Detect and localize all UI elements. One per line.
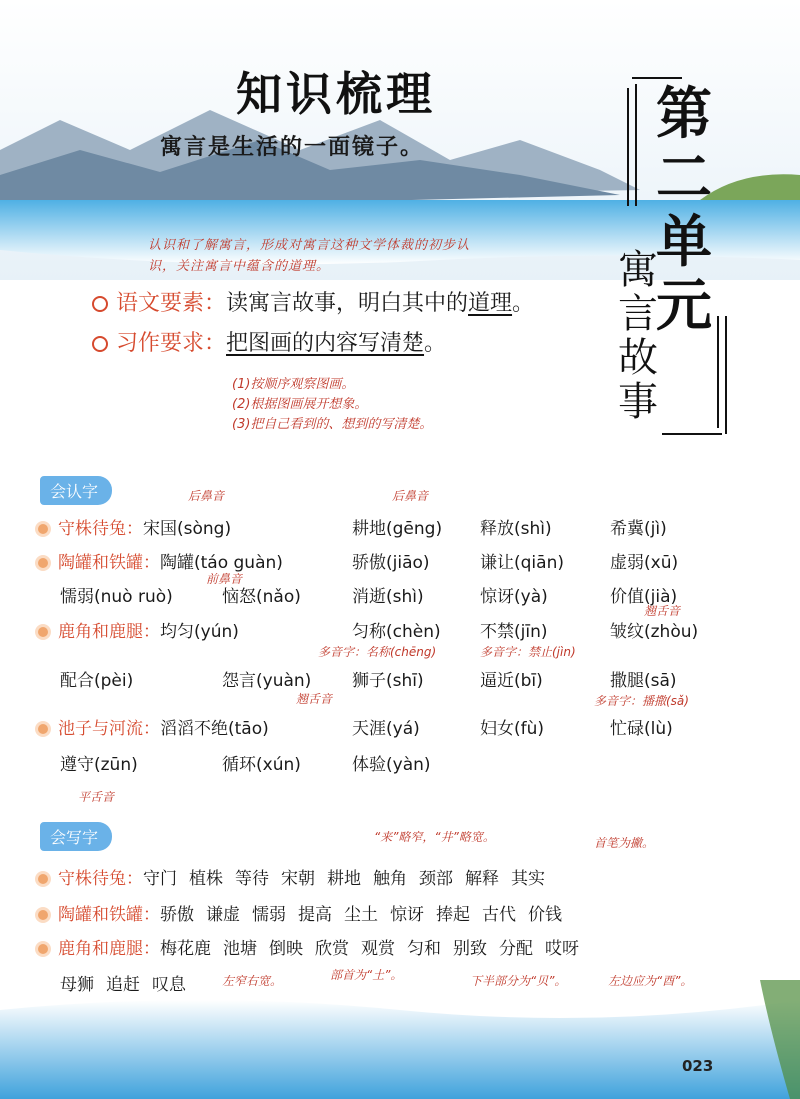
write-word: 懦弱 xyxy=(252,905,286,925)
requirement-label: 习作要求： xyxy=(116,331,227,356)
bullet-dot-icon xyxy=(38,910,48,920)
write-row: 陶罐和铁罐：骄傲 谦虚 懦弱 提高 尘土 惊讶 捧起 古代 价钱 xyxy=(38,900,574,925)
write-word: 梅花鹿 xyxy=(160,939,211,959)
annotation: 后鼻音 xyxy=(392,489,429,503)
page-subtitle: 寓言是生活的一面镜子。 xyxy=(160,135,425,160)
word: 惊讶(yà) xyxy=(480,587,548,607)
write-word: 守门 xyxy=(143,869,177,889)
bullet-dot-icon xyxy=(38,944,48,954)
word: 价值(jià) xyxy=(610,587,678,607)
write-word: 植株 xyxy=(189,869,223,889)
write-word: 欣赏 xyxy=(315,939,349,959)
unit-label: 第二单元 xyxy=(656,81,712,339)
annotation: 左边应为“酉”。 xyxy=(608,974,693,988)
bullet-dot-icon xyxy=(38,724,48,734)
write-word: 叹息 xyxy=(152,975,186,995)
word: 皱纹(zhòu) xyxy=(610,622,699,642)
word: 消逝(shì) xyxy=(352,587,424,607)
write-word: 其实 xyxy=(511,869,545,889)
page-title: 知识梳理 xyxy=(236,67,436,121)
write-word: 匀和 xyxy=(407,939,441,959)
write-word: 倒映 xyxy=(269,939,303,959)
word: 怨言(yuàn) xyxy=(222,671,312,691)
word: 匀称(chèn) xyxy=(352,622,441,642)
word: 耕地(gēng) xyxy=(352,519,443,539)
word: 循环(xún) xyxy=(222,755,301,775)
word: 遵守(zūn) xyxy=(60,755,138,775)
word: 撒腿(sā) xyxy=(610,671,677,691)
word: 忙碌(lù) xyxy=(610,719,673,739)
write-words xyxy=(160,905,574,925)
requirement-writing: 习作要求：把图画的内容写清楚。 xyxy=(92,326,446,357)
annotation: 部首为“土”。 xyxy=(330,968,403,982)
write-word: 追赶 xyxy=(106,975,140,995)
page-number: 023 xyxy=(682,1057,714,1075)
annotation: 多音字：禁止(jìn) xyxy=(480,645,576,659)
annotation: 下半部分为“贝”。 xyxy=(470,974,567,988)
annotation: 多音字：播撒(sǎ) xyxy=(594,694,689,708)
section-tag-recognize: 会认字 xyxy=(40,476,112,505)
write-word: 骄傲 xyxy=(160,905,194,925)
word: 懦弱(nuò ruò) xyxy=(60,587,173,607)
lesson-row: 鹿角和鹿腿：均匀(yún) xyxy=(38,617,239,642)
annotation: 翘舌音 xyxy=(296,692,333,706)
bullet-dot-icon xyxy=(38,524,48,534)
bullet-dot-icon xyxy=(38,874,48,884)
lesson-row: 守株待兔：宋国(sòng) xyxy=(38,514,231,539)
writing-steps: (1)按顺序观察图画。 (2)根据图画展开想象。 (3)把自己看到的、想到的写清楚。 xyxy=(232,377,433,432)
write-word: 颈部 xyxy=(419,869,453,889)
word: 谦让(qiān) xyxy=(480,553,564,573)
annotation: 多音字：名称(chēng) xyxy=(318,645,437,659)
write-word: 谦虚 xyxy=(206,905,240,925)
ring-bullet-icon xyxy=(92,296,108,312)
annotation: 前鼻音 xyxy=(206,572,243,586)
requirement-chinese-element: 语文要素：读寓言故事，明白其中的道理。 xyxy=(92,286,534,317)
unit-theme: 寓言故事 xyxy=(618,247,658,425)
write-row: 鹿角和鹿腿：梅花鹿 池塘 倒映 欣赏 观赏 匀和 别致 分配 哎呀 xyxy=(38,934,591,959)
write-word: 哎呀 xyxy=(545,939,579,959)
section-tag-write: 会写字 xyxy=(40,822,112,851)
write-word: 别致 xyxy=(453,939,487,959)
requirement-label: 语文要素： xyxy=(116,291,227,316)
word: 配合(pèi) xyxy=(60,671,134,691)
write-row: 守株待兔：守门 植株 等待 宋朝 耕地 触角 颈部 解释 其实 xyxy=(38,864,557,889)
word: 妇女(fù) xyxy=(480,719,545,739)
word: 天涯(yá) xyxy=(352,719,420,739)
write-word: 母狮 xyxy=(60,975,94,995)
ring-bullet-icon xyxy=(92,336,108,352)
lesson-row: 陶罐和铁罐：陶罐(táo guàn) xyxy=(38,548,283,573)
annotation: 后鼻音 xyxy=(188,489,225,503)
word: 释放(shì) xyxy=(480,519,552,539)
annotation: 翘舌音 xyxy=(644,604,681,618)
annotation: “来”略窄，“井”略宽。 xyxy=(374,830,495,844)
word: 骄傲(jiāo) xyxy=(352,553,430,573)
write-word: 古代 xyxy=(482,905,516,925)
write-word: 价钱 xyxy=(528,905,562,925)
word: 恼怒(nǎo) xyxy=(222,587,301,607)
write-word: 池塘 xyxy=(223,939,257,959)
write-word: 观赏 xyxy=(361,939,395,959)
write-words xyxy=(143,869,557,889)
annotation: 平舌音 xyxy=(78,790,115,804)
write-word: 捧起 xyxy=(436,905,470,925)
bullet-dot-icon xyxy=(38,558,48,568)
water-illustration xyxy=(0,980,800,1099)
word: 体验(yàn) xyxy=(352,755,431,775)
word: 虚弱(xū) xyxy=(610,553,679,573)
write-word: 宋朝 xyxy=(281,869,315,889)
write-word: 分配 xyxy=(499,939,533,959)
write-word: 提高 xyxy=(298,905,332,925)
annotation: 左窄右宽。 xyxy=(222,974,283,988)
write-word: 解释 xyxy=(465,869,499,889)
write-word: 耕地 xyxy=(327,869,361,889)
word: 逼近(bī) xyxy=(480,671,543,691)
unit-goal-note-line1: 认识和了解寓言，形成对寓言这种文学体裁的初步认 xyxy=(148,238,471,253)
write-word: 尘土 xyxy=(344,905,378,925)
write-words xyxy=(160,939,591,959)
lesson-row: 池子与河流：滔滔不绝(tāo) xyxy=(38,714,269,739)
unit-goal-note-line2: 识，关注寓言中蕴含的道理。 xyxy=(148,259,331,274)
write-word: 等待 xyxy=(235,869,269,889)
bullet-dot-icon xyxy=(38,627,48,637)
word: 不禁(jīn) xyxy=(480,622,548,642)
write-word: 惊讶 xyxy=(390,905,424,925)
write-word: 触角 xyxy=(373,869,407,889)
annotation: 首笔为撇。 xyxy=(594,836,655,850)
word: 狮子(shī) xyxy=(352,671,424,691)
word: 希冀(jì) xyxy=(610,519,667,539)
